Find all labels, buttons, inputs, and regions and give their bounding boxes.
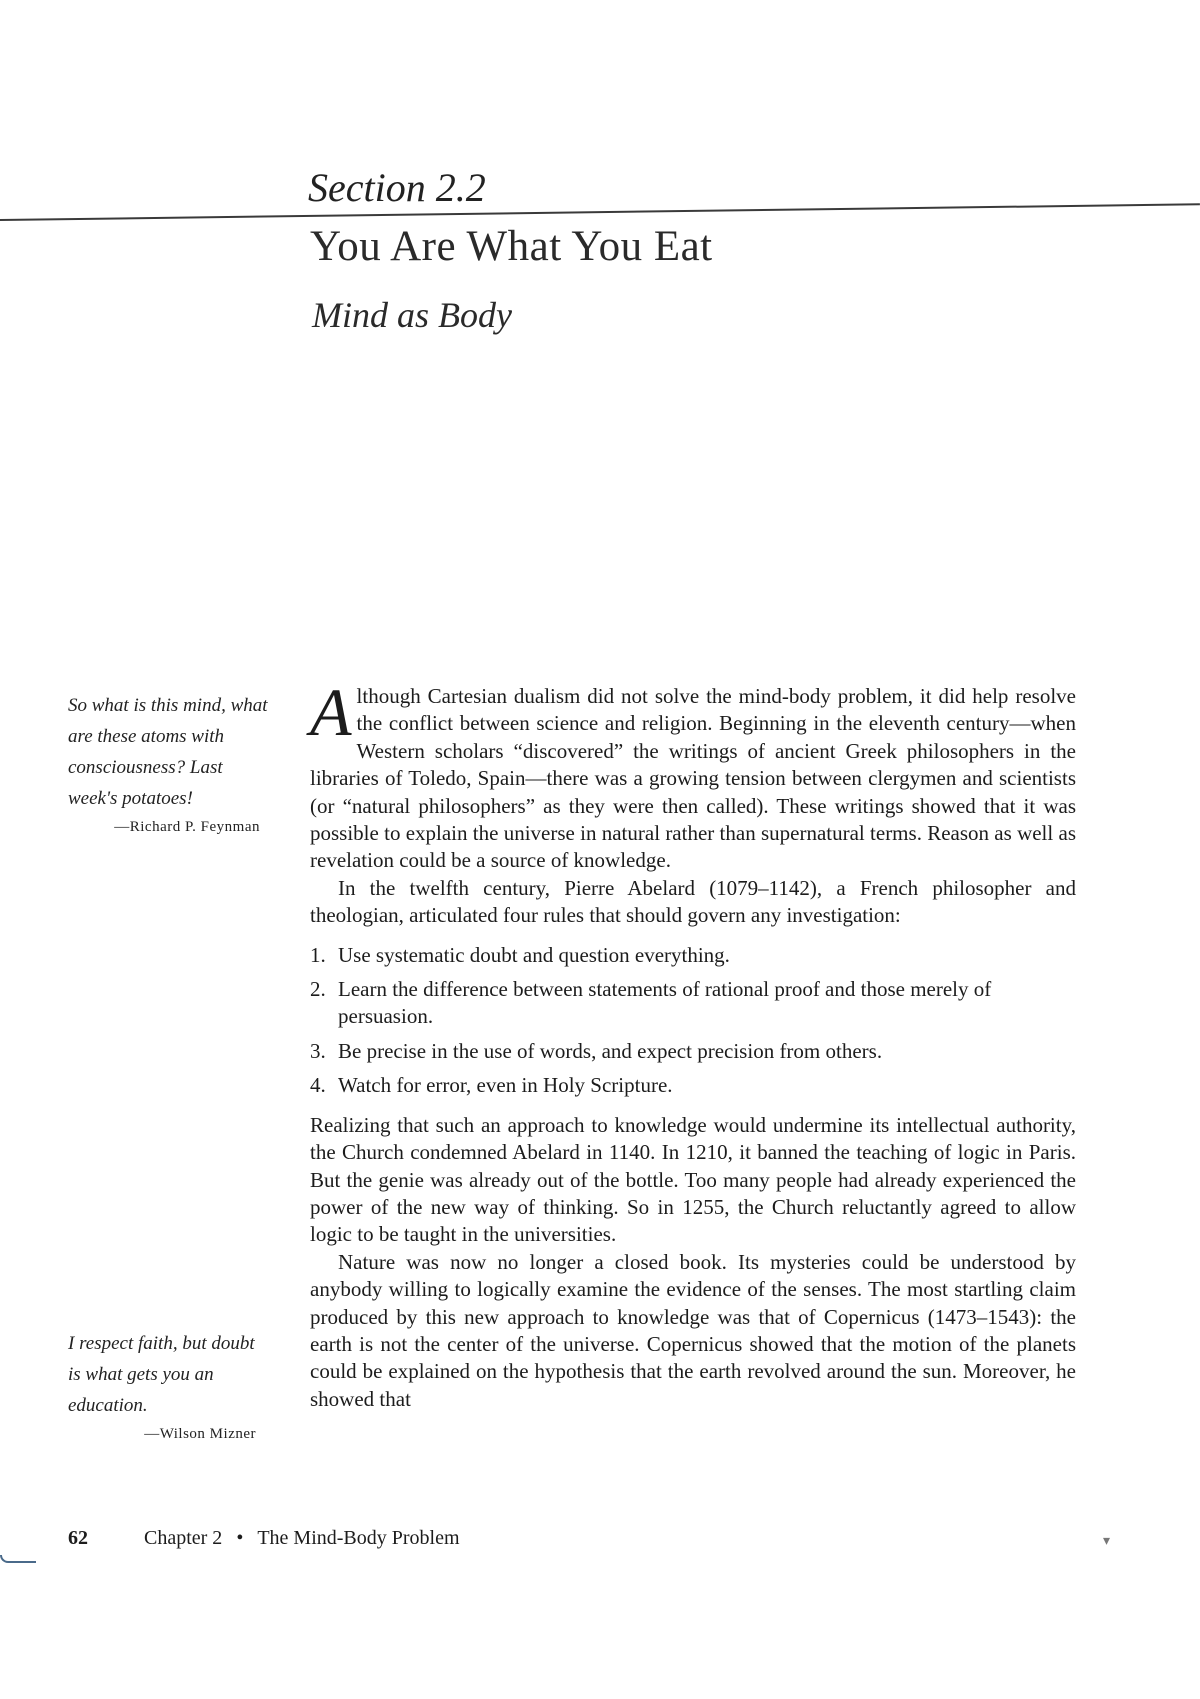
- list-text: Learn the difference between statements of rational proof and those merely of persuasion.: [338, 977, 992, 1029]
- list-number: 2.: [310, 977, 326, 1002]
- footer-chapter: Chapter 2: [144, 1527, 223, 1549]
- header-rule: [0, 203, 1200, 221]
- page-corner-mark: [0, 1555, 36, 1563]
- list-item: [310, 1038, 1076, 1065]
- list-item: [310, 1072, 1076, 1099]
- paragraph: [310, 674, 1076, 875]
- list-text: Use systematic doubt and question everything.: [338, 942, 730, 967]
- quote-text: I respect faith, but doubt is what gets you an education.: [68, 1333, 255, 1416]
- paragraph-text: lthough Cartesian dualism did not solve the mind-body problem, it did help resolve the conflict between science and religion. Beginning in the eleventh century—when Western scholars “discovered” the writings of ancient Greek philosophers in the libraries of Toledo, Spain—there was a growing tension between clergymen and scientists (or “natural philosophers” as they were then called). These writings showed that it was possible to explain the universe in natural rather than supernatural terms. Reason as well as revelation could be a source of knowledge.: [310, 684, 1076, 873]
- quote-author: —Richard P. Feynman: [114, 819, 260, 835]
- bullet-separator: •: [236, 1527, 244, 1549]
- paragraph: In the twelfth century, Pierre Abelard (1079–1142), a French philosopher and theologian, articulated four rules that should govern any investigation:: [310, 875, 1076, 928]
- sidebar-quote: [68, 1328, 266, 1447]
- list-item: [310, 942, 1076, 969]
- drop-cap: A: [310, 674, 352, 750]
- page-number: 62: [68, 1527, 88, 1549]
- list-text: Watch for error, even in Holy Scripture.: [338, 1073, 673, 1098]
- main-text: [310, 674, 1076, 1413]
- page-footer: [68, 1527, 460, 1550]
- page-title: You Are What You Eat: [310, 223, 713, 270]
- section-label: Section 2.2: [308, 165, 486, 210]
- list-text: Be precise in the use of words, and expect precision from others.: [338, 1038, 883, 1063]
- paragraph: Nature was now no longer a closed book. Its mysteries could be understood by anybody willing to logically examine the evidence of the senses. The most startling claim produced by this new approach to knowledge was that of Copernicus (1473–1543): the earth is not the center of the universe. Copernicus showed that the motion of the planets could be explained on the hypothesis that the earth revolved around the sun. Moreover, he showed that: [310, 1249, 1076, 1411]
- paragraph: Realizing that such an approach to knowledge would undermine its intellectual authority, the Church condemned Abelard in 1140. In 1210, it banned the teaching of logic in Paris. But the genie was already out of the bottle. Too many people had already experienced the power of the new way of thinking. So in 1255, the Church reluctantly agreed to allow logic to be taught in the universities.: [310, 1112, 1076, 1247]
- scroll-arrow-icon: ▾: [1103, 1534, 1111, 1549]
- list-number: 1.: [310, 942, 326, 967]
- page-subtitle: Mind as Body: [312, 295, 512, 335]
- list-number: 3.: [310, 1038, 326, 1063]
- list-item: [310, 976, 1076, 1031]
- footer-chapter-title: The Mind-Body Problem: [257, 1527, 460, 1549]
- sidebar-quote: [68, 690, 270, 840]
- quote-author: —Wilson Mizner: [144, 1426, 256, 1442]
- quote-text: So what is this mind, what are these atoms with consciousness? Last week's potatoes!: [68, 695, 268, 809]
- list-number: 4.: [310, 1073, 326, 1098]
- rules-list: [310, 942, 1076, 1100]
